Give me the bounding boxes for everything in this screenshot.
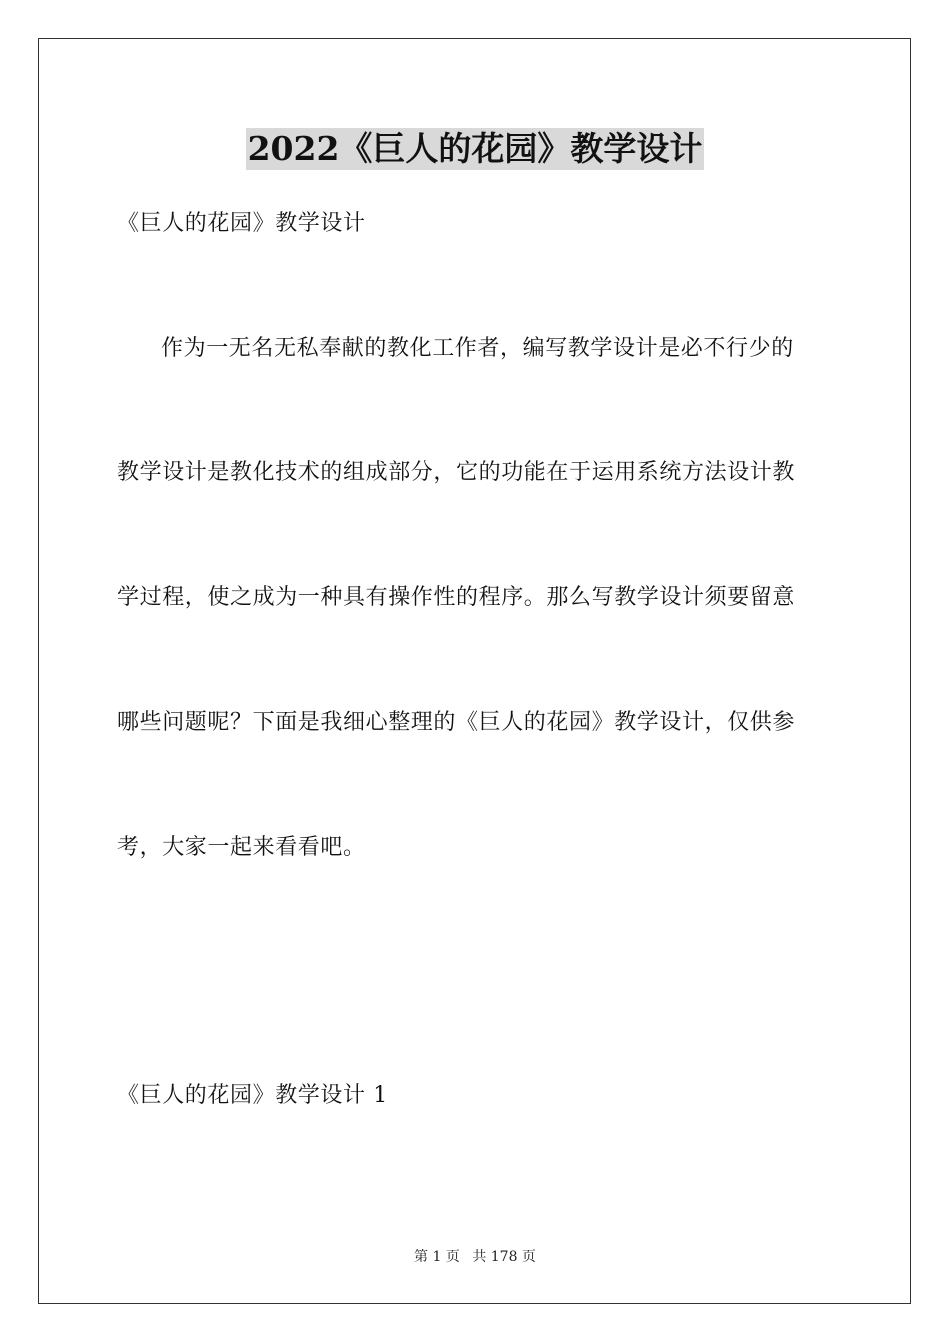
intro-line-5: 考，大家一起来看看吧。 xyxy=(117,835,366,860)
document-title: 2022《巨人的花园》教学设计 xyxy=(247,129,703,168)
intro-line-4: 哪些问题呢？下面是我细心整理的《巨人的花园》教学设计，仅供参 xyxy=(117,710,796,735)
intro-line-2: 教学设计是教化技术的组成部分，它的功能在于运用系统方法设计教 xyxy=(117,460,796,485)
document-subtitle: 《巨人的花园》教学设计 xyxy=(117,211,366,236)
page-footer xyxy=(0,1247,950,1267)
intro-line-1: 作为一无名无私奉献的教化工作者，编写教学设计是必不行少的 xyxy=(161,336,794,361)
page-number: 第 1 页 xyxy=(414,1249,460,1265)
section-heading: 《巨人的花园》教学设计 1 xyxy=(117,1083,388,1108)
page-total: 共 178 页 xyxy=(472,1249,536,1265)
intro-line-3: 学过程，使之成为一种具有操作性的程序。那么写教学设计须要留意 xyxy=(117,585,796,610)
document-title-wrapper xyxy=(0,128,950,170)
